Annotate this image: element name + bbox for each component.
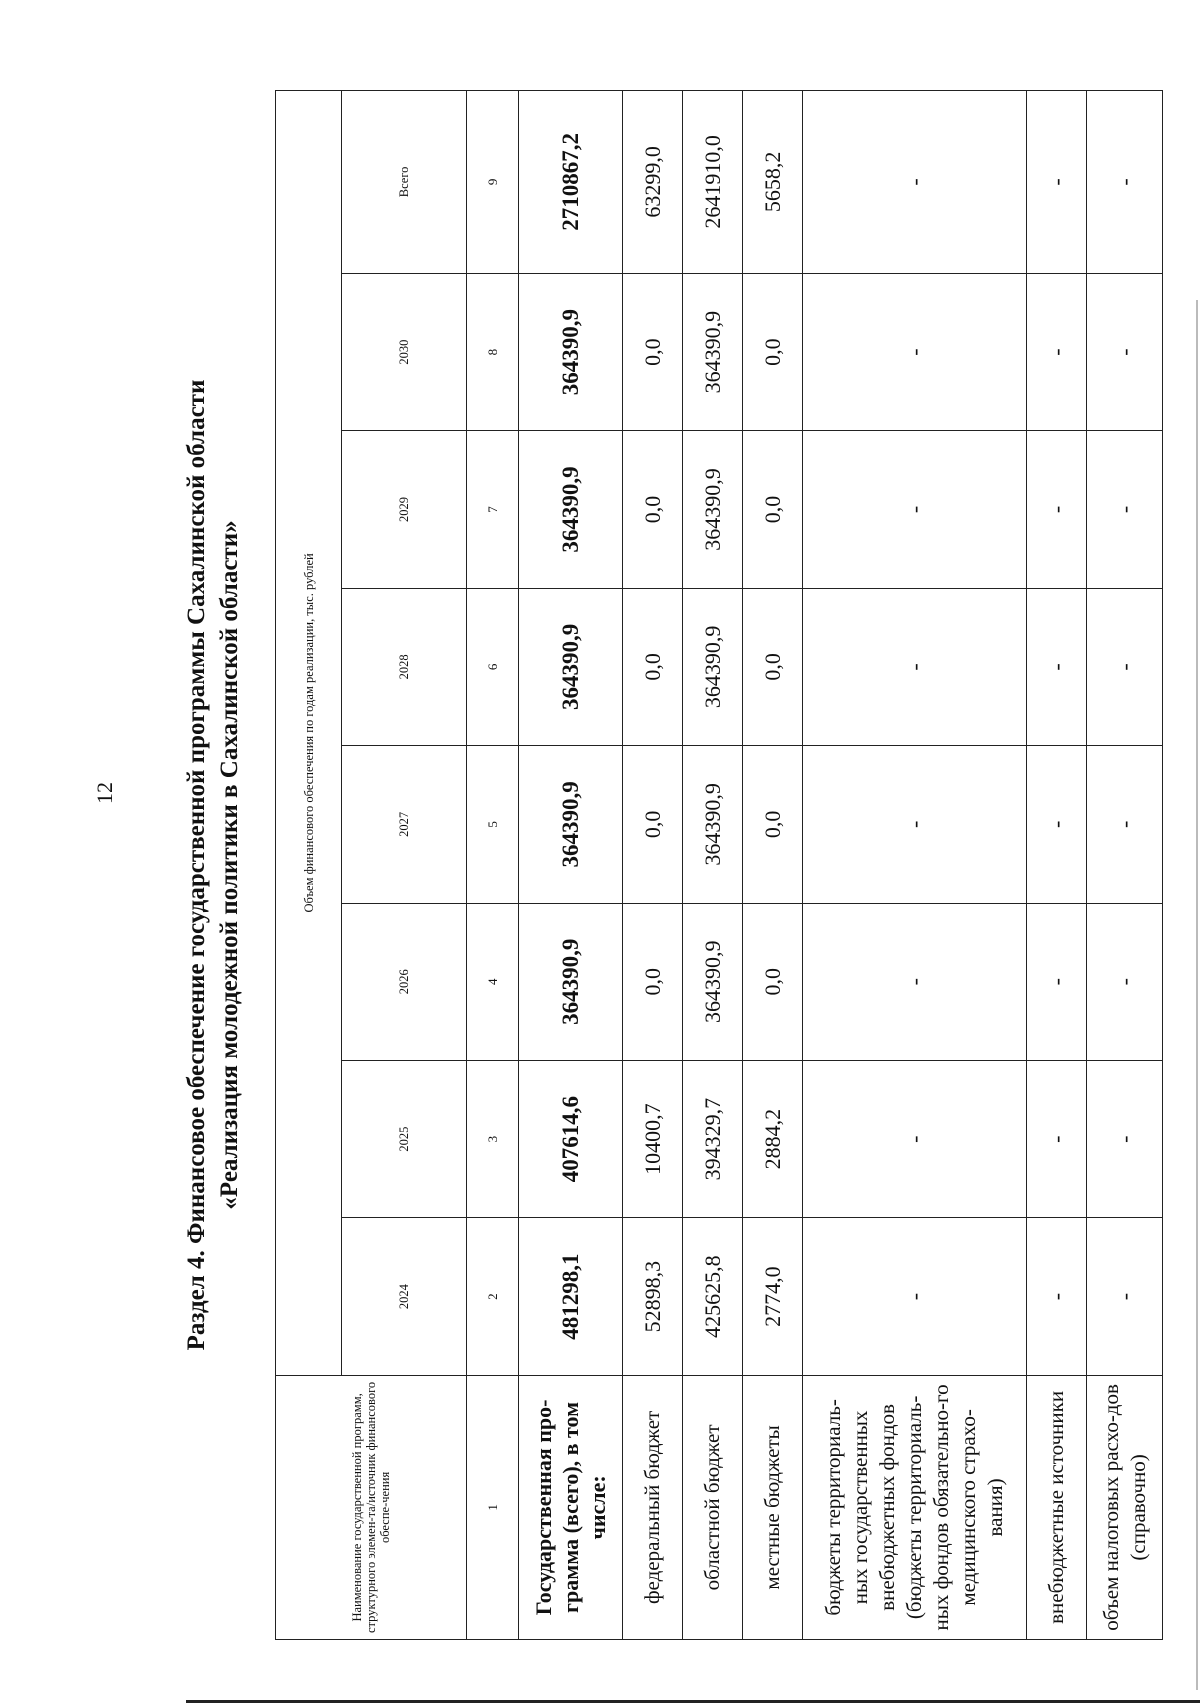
- value-cell: 0,0: [623, 273, 683, 430]
- value-cell: 364390,9: [683, 273, 743, 430]
- heading-line-2: «Реализация молодежной политики в Сахалинской области»: [216, 520, 243, 1210]
- page-number: 12: [92, 782, 117, 804]
- value-cell: 394329,7: [683, 1060, 743, 1217]
- value-cell: 0,0: [623, 588, 683, 745]
- value-cell: -: [1027, 273, 1087, 430]
- value-cell: -: [1027, 1060, 1087, 1217]
- column-number: 5: [467, 746, 519, 903]
- column-number: 4: [467, 903, 519, 1060]
- value-cell: -: [1027, 746, 1087, 903]
- value-cell: 364390,9: [683, 746, 743, 903]
- column-number: 8: [467, 273, 519, 430]
- value-cell: 2774,0: [743, 1218, 803, 1375]
- value-cell: 425625,8: [683, 1218, 743, 1375]
- value-cell: -: [803, 903, 1027, 1060]
- row-name: федеральный бюджет: [623, 1375, 683, 1639]
- value-cell: -: [1087, 91, 1163, 274]
- header-year: 2024: [342, 1218, 467, 1375]
- table-row: [623, 91, 683, 1640]
- row-name: бюджеты территориаль-ных государственных внебюджетных фондов (бюджеты территориаль-ных фондов обязательно-го медицинского страхо-вания): [803, 1375, 1027, 1639]
- value-cell: 364390,9: [519, 746, 623, 903]
- table-row: [1087, 91, 1163, 1640]
- value-cell: 52898,3: [623, 1218, 683, 1375]
- row-name: Государственная про-грамма (всего), в том числе:: [519, 1375, 623, 1639]
- value-cell: 364390,9: [519, 903, 623, 1060]
- row-name: внебюджетные источники: [1027, 1375, 1087, 1639]
- value-cell: -: [1087, 273, 1163, 430]
- value-cell: 481298,1: [519, 1218, 623, 1375]
- value-cell: -: [803, 1060, 1027, 1217]
- column-number: 7: [467, 431, 519, 588]
- value-cell: 364390,9: [519, 588, 623, 745]
- value-cell: 364390,9: [683, 903, 743, 1060]
- value-cell: -: [1087, 588, 1163, 745]
- value-cell: 0,0: [743, 588, 803, 745]
- value-cell: 0,0: [623, 903, 683, 1060]
- value-cell: 0,0: [623, 746, 683, 903]
- header-total: Всего: [342, 91, 467, 274]
- value-cell: 364390,9: [683, 588, 743, 745]
- value-cell: 10400,7: [623, 1060, 683, 1217]
- value-cell: 364390,9: [519, 273, 623, 430]
- table-row: [803, 91, 1027, 1640]
- row-name: местные бюджеты: [743, 1375, 803, 1639]
- header-year: 2027: [342, 746, 467, 903]
- value-cell: -: [803, 91, 1027, 274]
- value-cell: 2884,2: [743, 1060, 803, 1217]
- value-cell: -: [1027, 588, 1087, 745]
- value-cell: -: [803, 746, 1027, 903]
- scan-edge-line: [186, 1700, 1200, 1703]
- value-cell: -: [1027, 431, 1087, 588]
- value-cell: -: [803, 431, 1027, 588]
- financing-table: [275, 90, 1163, 1640]
- value-cell: -: [1087, 431, 1163, 588]
- value-cell: -: [1027, 1218, 1087, 1375]
- header-name-column: Наименование государственной программ, структурного элемен-та/источник финансового обеспе-чения: [276, 1375, 467, 1639]
- value-cell: 63299,0: [623, 91, 683, 274]
- value-cell: 364390,9: [683, 431, 743, 588]
- value-cell: 0,0: [743, 903, 803, 1060]
- row-name: областной бюджет: [683, 1375, 743, 1639]
- value-cell: 2710867,2: [519, 91, 623, 274]
- value-cell: 407614,6: [519, 1060, 623, 1217]
- value-cell: -: [803, 1218, 1027, 1375]
- table-row: [519, 91, 623, 1640]
- value-cell: -: [803, 273, 1027, 430]
- table-row: [743, 91, 803, 1640]
- value-cell: -: [1027, 903, 1087, 1060]
- value-cell: 0,0: [743, 273, 803, 430]
- value-cell: 5658,2: [743, 91, 803, 274]
- section-heading: [180, 90, 246, 1640]
- column-number: 9: [467, 91, 519, 274]
- table-row: [683, 91, 743, 1640]
- heading-line-1: Раздел 4. Финансовое обеспечение государственной программы Сахалинской области: [183, 379, 210, 1351]
- rotated-page-content: [180, 80, 1150, 1660]
- value-cell: -: [1087, 1060, 1163, 1217]
- value-cell: 0,0: [623, 431, 683, 588]
- header-year: 2030: [342, 273, 467, 430]
- value-cell: 0,0: [743, 746, 803, 903]
- header-year: 2029: [342, 431, 467, 588]
- value-cell: 2641910,0: [683, 91, 743, 274]
- header-year: 2025: [342, 1060, 467, 1217]
- column-number: 6: [467, 588, 519, 745]
- value-cell: 0,0: [743, 431, 803, 588]
- column-number: 1: [467, 1375, 519, 1639]
- value-cell: -: [1027, 91, 1087, 274]
- column-number: 2: [467, 1218, 519, 1375]
- row-name: объем налоговых расхо-дов (справочно): [1087, 1375, 1163, 1639]
- scan-edge-line: [1196, 300, 1198, 1690]
- value-cell: -: [803, 588, 1027, 745]
- value-cell: -: [1087, 1218, 1163, 1375]
- value-cell: -: [1087, 903, 1163, 1060]
- header-year: 2026: [342, 903, 467, 1060]
- table-row: [1027, 91, 1087, 1640]
- header-volume-group: Объем финансового обеспечения по годам реализации, тыс. рублей: [276, 91, 342, 1376]
- header-year: 2028: [342, 588, 467, 745]
- value-cell: 364390,9: [519, 431, 623, 588]
- column-number: 3: [467, 1060, 519, 1217]
- value-cell: -: [1087, 746, 1163, 903]
